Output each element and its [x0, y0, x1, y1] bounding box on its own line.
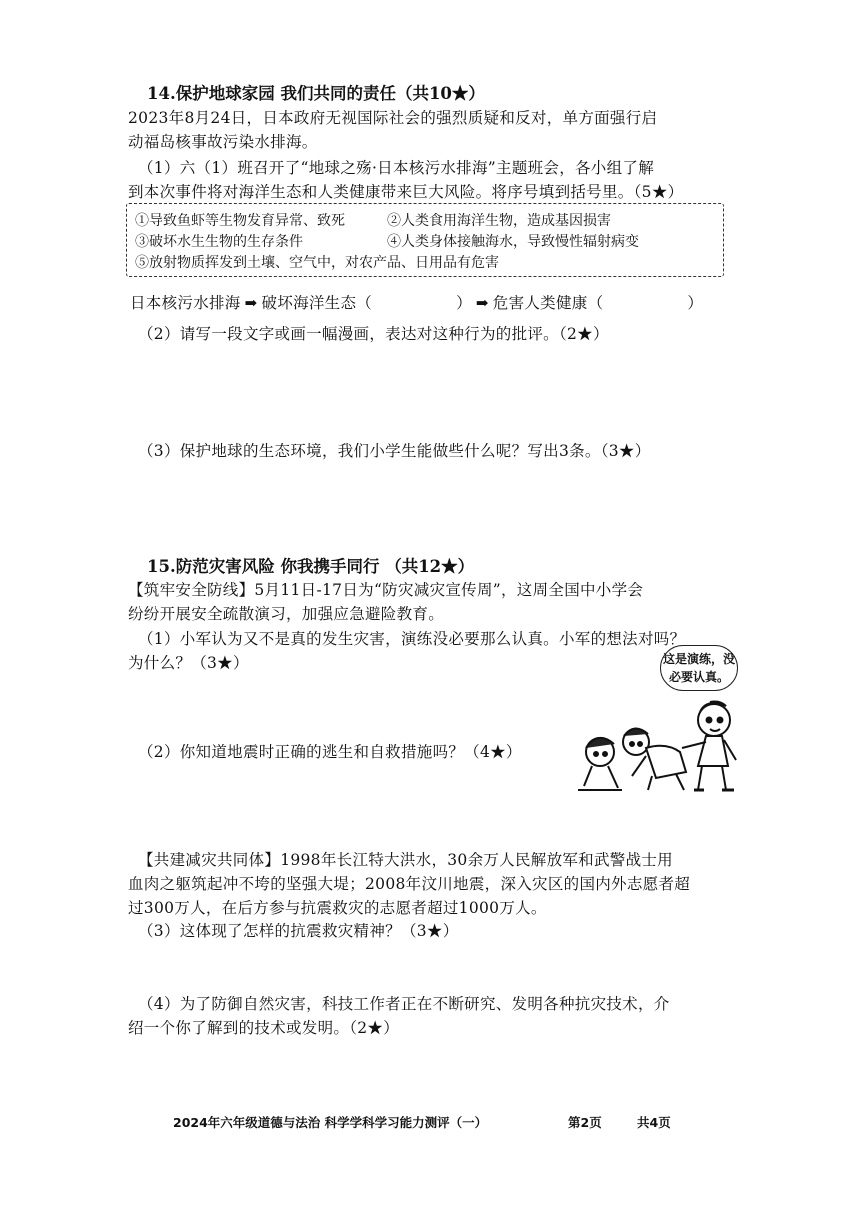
- chain-end-close: ）: [687, 294, 704, 312]
- chain-end: 危害人类健康（: [492, 294, 604, 312]
- q15-p4-line1: （4）为了防御自然灾害，科技工作者正在不断研究、发明各种抗灾技术，介: [138, 995, 670, 1013]
- q14-p3: （3）保护地球的生态环境，我们小学生能做些什么呢？写出3条。（3★）: [138, 442, 651, 460]
- q15-section2-line2: 血肉之躯筑起冲不垮的坚强大堤；2008年汶川地震，深入灾区的国内外志愿者超: [128, 875, 691, 893]
- option-3: ③破坏水生生物的生存条件: [135, 234, 303, 250]
- footer-exam-title: 2024年六年级道德与法治 科学学科学习能力测评（一）: [173, 1115, 488, 1130]
- speech-bubble: [660, 645, 738, 691]
- option-5: ⑤放射物质挥发到土壤、空气中，对农产品、日用品有危害: [135, 255, 499, 271]
- bubble-line1: 这是演练，没: [662, 652, 735, 666]
- students-cartoon-illustration: [572, 690, 750, 798]
- q15-section2-line1: 【共建减灾共同体】1998年长江特大洪水，30余万人民解放军和武警战士用: [138, 851, 673, 869]
- q15-p2: （2）你知道地震时正确的逃生和自救措施吗？（4★）: [138, 743, 522, 761]
- q14-intro-line2: 动福岛核事故污染水排海。: [128, 133, 318, 151]
- option-4: ④人类身体接触海水，导致慢性辐射病变: [387, 234, 639, 250]
- options-box: [126, 203, 724, 277]
- q15-section1-line2: 纷纷开展安全疏散演习，加强应急避险教育。: [128, 605, 445, 623]
- q15-section1-line1: 【筑牢安全防线】5月11日-17日为“防灾减灾宣传周”，这周全国中小学会: [128, 581, 644, 599]
- q15-p1-line1: （1）小军认为又不是真的发生灾害，演练没必要那么认真。小军的想法对吗？: [138, 630, 686, 648]
- right-arrow-icon: ➡: [244, 294, 258, 312]
- chain-mid-close: ）: [456, 294, 472, 312]
- consequence-chain: [130, 291, 703, 313]
- chain-start: 日本核污水排海: [130, 294, 241, 312]
- q14-p1-line1: （1）六（1）班召开了“地球之殇·日本核污水排海”主题班会，各小组了解: [138, 159, 655, 177]
- q14-title: 14.保护地球家园 我们共同的责任（共10★）: [147, 84, 485, 103]
- q15-title: 15.防范灾害风险 你我携手同行 （共12★）: [147, 557, 475, 576]
- footer-page-number: 第2页: [568, 1115, 602, 1130]
- q14-p2: （2）请写一段文字或画一幅漫画，表达对这种行为的批评。（2★）: [138, 325, 609, 343]
- chain-mid: 破坏海洋生态（: [261, 294, 373, 312]
- right-arrow-icon: ➡: [475, 294, 489, 312]
- q15-p1-line2: 为什么？（3★）: [128, 654, 249, 672]
- option-1: ①导致鱼虾等生物发育异常、致死: [135, 213, 345, 229]
- option-2: ②人类食用海洋生物，造成基因损害: [387, 213, 611, 229]
- q14-p1-line2: 到本次事件将对海洋生态和人类健康带来巨大风险。将序号填到括号里。（5★）: [128, 183, 684, 201]
- footer-total-pages: 共4页: [637, 1115, 671, 1130]
- bubble-line2: 必要认真。: [668, 670, 729, 684]
- q15-section2-line3: 过300万人，在后方参与抗震救灾的志愿者超过1000万人。: [128, 899, 547, 917]
- q14-intro-line1: 2023年8月24日，日本政府无视国际社会的强烈质疑和反对，单方面强行启: [128, 109, 658, 127]
- q15-p4-line2: 绍一个你了解到的技术或发明。（2★）: [128, 1019, 400, 1037]
- q15-p3: （3）这体现了怎样的抗震救灾精神？（3★）: [138, 922, 459, 940]
